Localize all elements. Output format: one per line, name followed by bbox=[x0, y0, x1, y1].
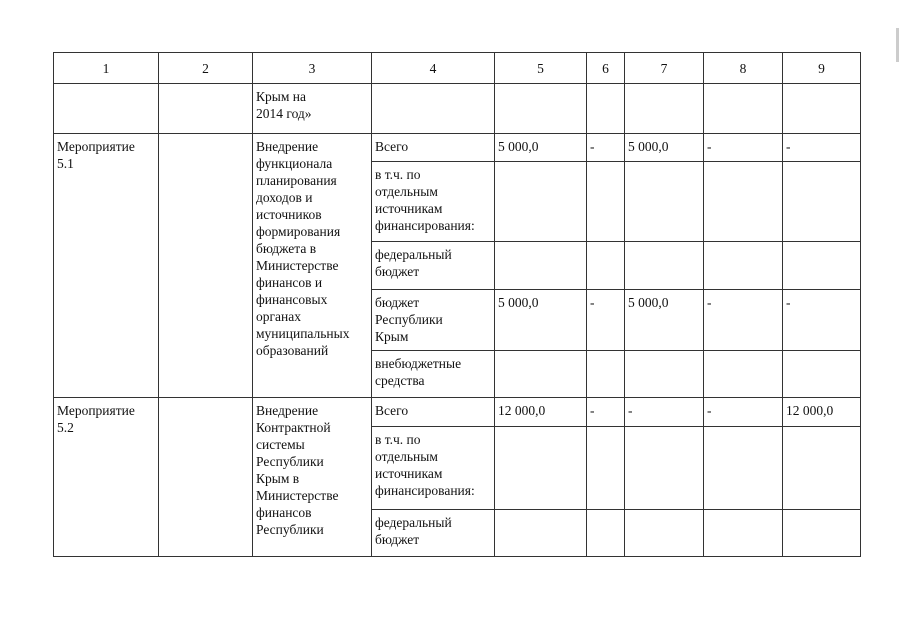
table-row bbox=[54, 398, 861, 427]
continuation-text: Крым на 2014 год» bbox=[253, 84, 372, 134]
page-edge-mark bbox=[896, 28, 899, 62]
header-cell: 5 bbox=[495, 53, 587, 84]
value-cell: - bbox=[625, 398, 704, 427]
value-cell: - bbox=[587, 290, 625, 351]
activity-name: Мероприятие 5.2 bbox=[54, 398, 159, 557]
header-cell: 7 bbox=[625, 53, 704, 84]
value-cell: 5 000,0 bbox=[495, 290, 587, 351]
value-cell: 5 000,0 bbox=[625, 134, 704, 162]
table-row bbox=[54, 134, 861, 162]
value-cell: - bbox=[587, 134, 625, 162]
source-cell: Всего bbox=[372, 398, 495, 427]
value-cell: - bbox=[704, 290, 783, 351]
activity-description: Внедрение функционала планирования доходов и источников формирования бюджета в Министерстве финансов и финансовых органах муниципальных образований bbox=[253, 134, 372, 398]
value-cell: - bbox=[587, 398, 625, 427]
header-cell: 2 bbox=[159, 53, 253, 84]
source-cell: в т.ч. по отдельным источникам финансирования: bbox=[372, 427, 495, 510]
header-cell: 9 bbox=[783, 53, 861, 84]
value-cell: - bbox=[704, 398, 783, 427]
header-cell: 4 bbox=[372, 53, 495, 84]
header-cell: 8 bbox=[704, 53, 783, 84]
value-cell: 12 000,0 bbox=[783, 398, 861, 427]
source-cell: внебюджетные средства bbox=[372, 351, 495, 398]
source-cell: бюджет Республики Крым bbox=[372, 290, 495, 351]
activity-description: Внедрение Контрактной системы Республики Крым в Министерстве финансов Республики bbox=[253, 398, 372, 557]
source-cell: Всего bbox=[372, 134, 495, 162]
value-cell: 12 000,0 bbox=[495, 398, 587, 427]
source-cell: в т.ч. по отдельным источникам финансирования: bbox=[372, 162, 495, 242]
header-cell: 1 bbox=[54, 53, 159, 84]
header-cell: 3 bbox=[253, 53, 372, 84]
value-cell: - bbox=[704, 134, 783, 162]
value-cell: 5 000,0 bbox=[495, 134, 587, 162]
table-row bbox=[54, 84, 861, 134]
value-cell: 5 000,0 bbox=[625, 290, 704, 351]
value-cell: - bbox=[783, 290, 861, 351]
header-cell: 6 bbox=[587, 53, 625, 84]
header-row bbox=[54, 53, 861, 84]
source-cell: федеральный бюджет bbox=[372, 510, 495, 557]
value-cell: - bbox=[783, 134, 861, 162]
activity-name: Мероприятие 5.1 bbox=[54, 134, 159, 398]
source-cell: федеральный бюджет bbox=[372, 242, 495, 290]
funding-table bbox=[53, 52, 861, 557]
